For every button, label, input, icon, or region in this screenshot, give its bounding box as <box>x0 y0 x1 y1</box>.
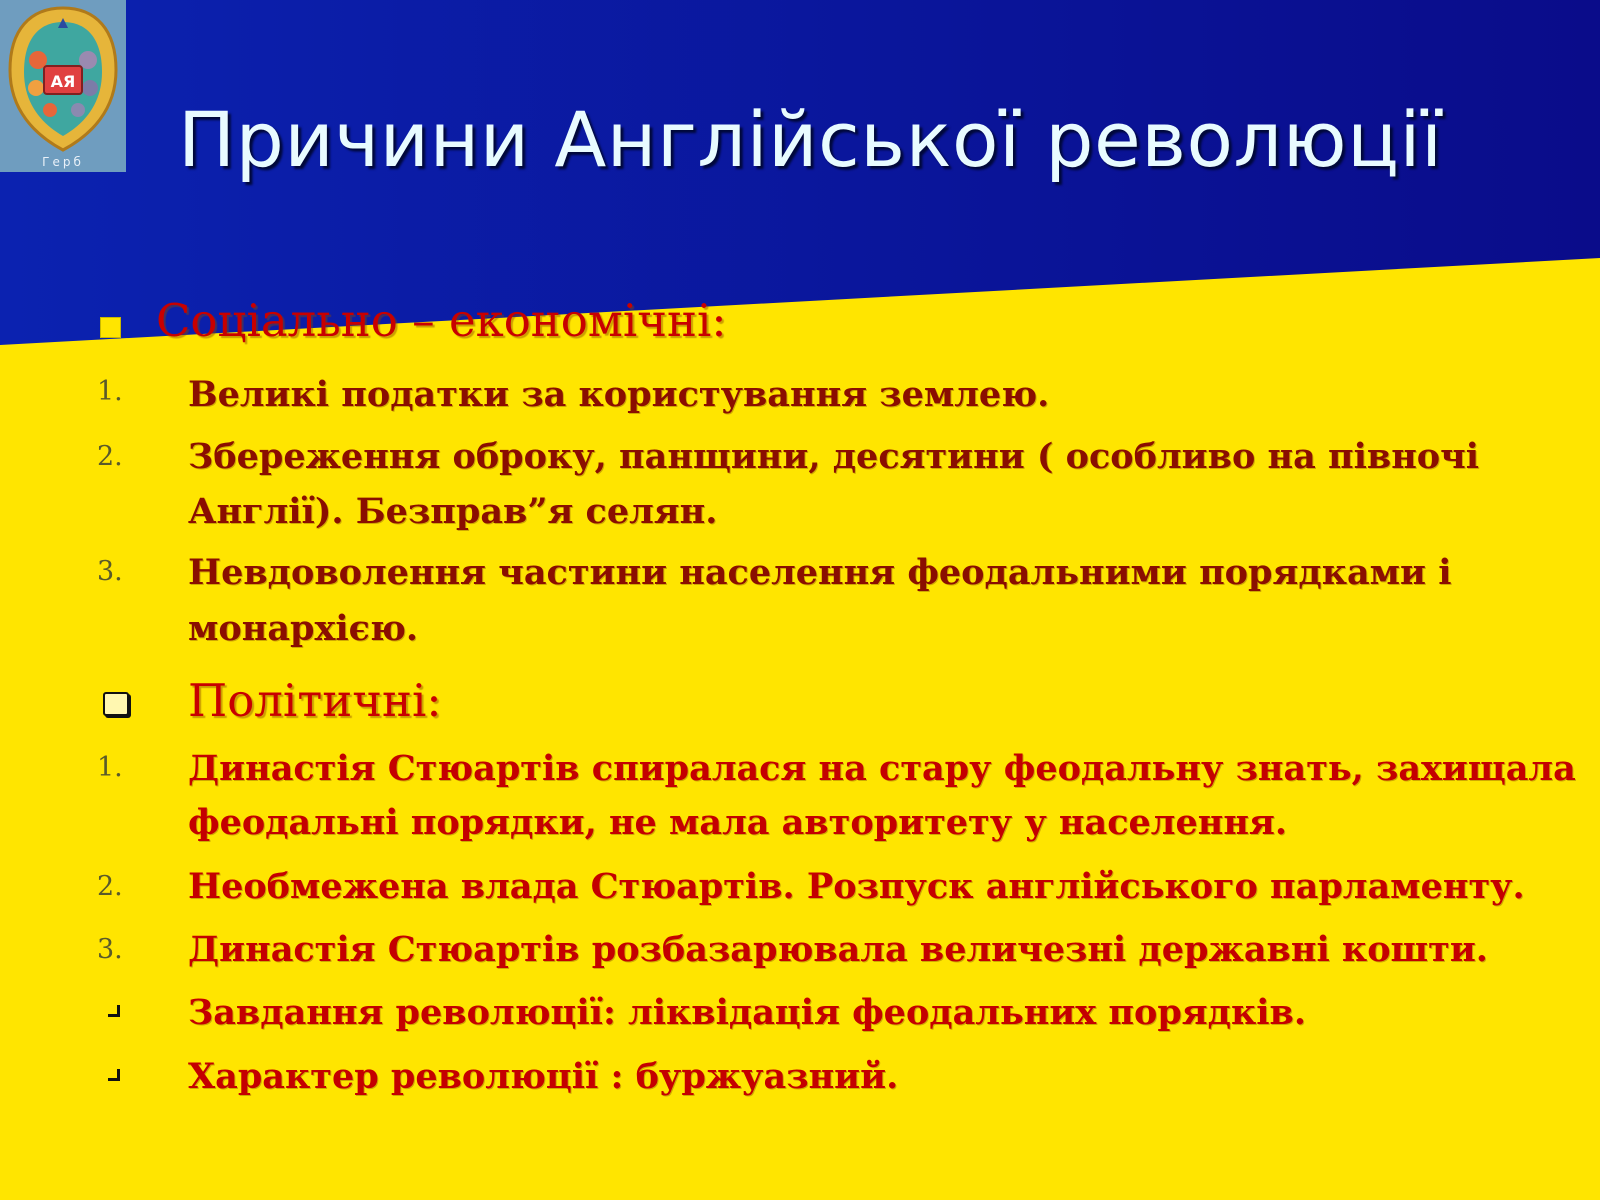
item-text: Збереження оброку, панщини, десятини ( особливо на півночі <box>188 436 1480 477</box>
item-number: 3. <box>97 556 123 587</box>
character-statement: Характер революції : буржуазний. <box>188 1056 899 1097</box>
slide-title: Причини Англійської революції <box>178 95 1443 184</box>
item-number: 2. <box>97 441 123 472</box>
item-number: 3. <box>97 934 123 965</box>
item-number: 1. <box>97 752 123 783</box>
item-text: феодальні порядки, не мала авторитету у населення. <box>188 802 1288 843</box>
bullet-square-icon <box>100 317 121 338</box>
school-coat-of-arms-icon <box>0 0 126 172</box>
bullet-hollow-square-icon <box>103 692 129 716</box>
task-statement: Завдання революції: ліквідація феодальних порядків. <box>188 992 1307 1033</box>
item-text: Династія Стюартів розбазарювала величезні державні кошти. <box>188 929 1488 970</box>
item-number: 1. <box>97 376 123 407</box>
emblem-caption: Герб <box>42 155 84 169</box>
item-text: монархією. <box>188 608 419 649</box>
item-text: Необмежена влада Стюартів. Розпуск англійського парламенту. <box>188 866 1525 907</box>
item-text: Невдоволення частини населення феодальними порядками і <box>188 552 1452 593</box>
item-text: Династія Стюартів спиралася на стару феодальну знать, захищала <box>188 748 1576 789</box>
item-number: 2. <box>97 871 123 902</box>
section-heading-socioeconomic: Соціально – економічні: <box>156 294 727 347</box>
bullet-corner-icon <box>108 1005 120 1017</box>
item-text: Великі податки за користування землею. <box>188 374 1050 415</box>
section-heading-political: Політичні: <box>188 674 442 727</box>
item-text: Англії). Безправ”я селян. <box>188 491 718 532</box>
bullet-corner-icon <box>108 1069 120 1081</box>
emblem-letters: АЯ <box>50 72 76 91</box>
